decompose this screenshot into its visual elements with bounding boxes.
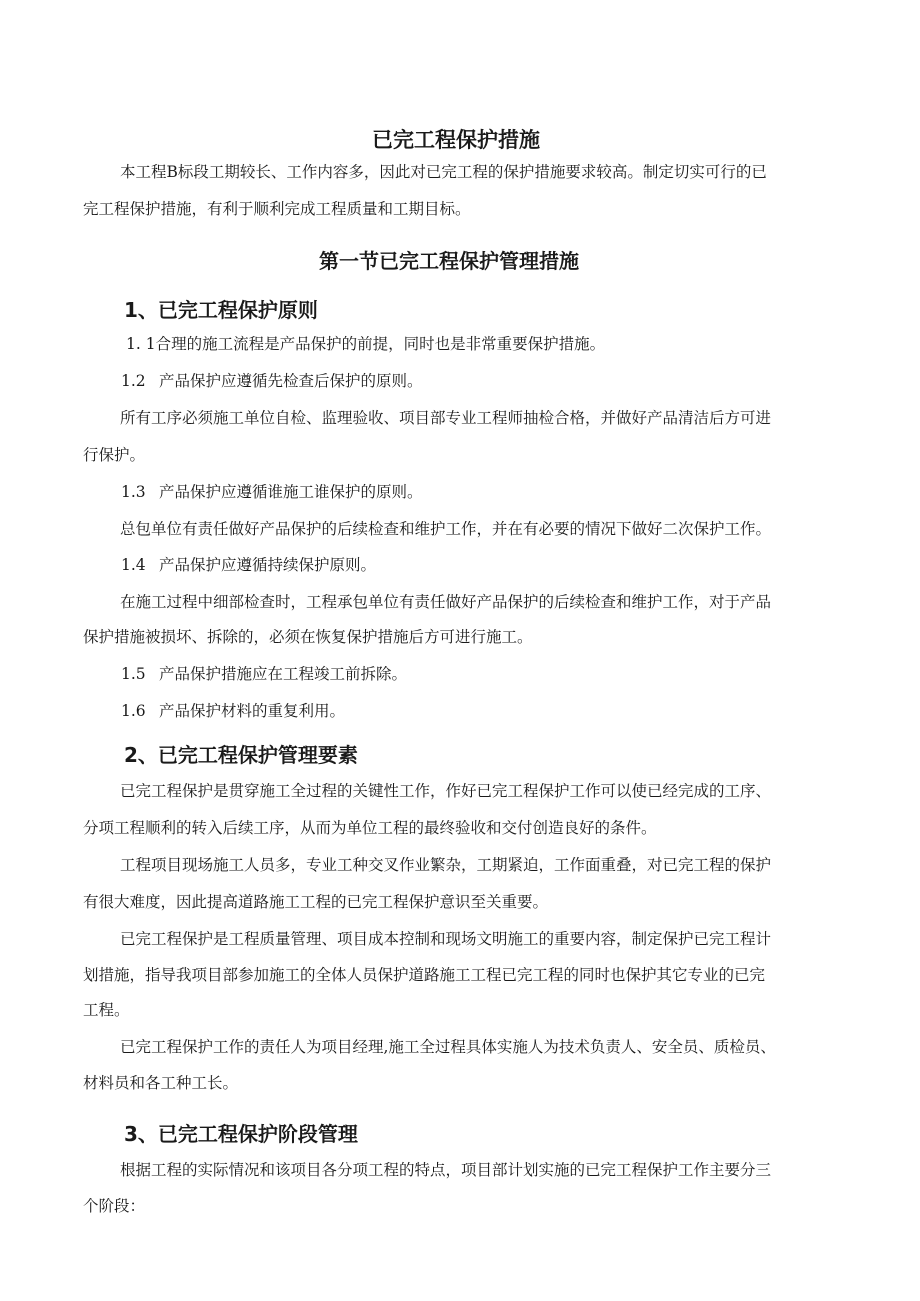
para-2d-line-1: 已完工程保护工作的责任人为项目经理,施工全过程具体实施人为技术负责人、安全员、质检员、 [120,1038,776,1056]
para-2c-line-1: 已完工程保护是工程质量管理、项目成本控制和现场文明施工的重要内容，制定保护已完工程计 [120,930,772,948]
heading-1: 1、已完工程保护原则 [124,298,318,322]
para-3-line-1: 根据工程的实际情况和该项目各分项工程的特点，项目部计划实施的已完工程保护工作主要分三 [120,1161,772,1179]
para-1-3: 总包单位有责任做好产品保护的后续检查和维护工作，并在有必要的情况下做好二次保护工作。 [120,520,772,538]
document-title: 已完工程保护措施 [372,128,540,152]
heading-3: 3、已完工程保护阶段管理 [124,1122,358,1146]
section-title: 第一节已完工程保护管理措施 [319,249,579,273]
item-1-3 [121,482,423,502]
para-2d-line-2: 材料员和各工种工长。 [83,1074,239,1092]
para-3-line-2: 个阶段： [83,1197,146,1215]
item-text: 产品保护措施应在工程竣工前拆除。 [159,665,408,683]
para-2c-line-3: 工程。 [83,1001,130,1019]
item-number: 1.5 [121,665,146,683]
para-1-2-line-2: 行保护。 [83,446,146,464]
item-text: 产品保护应遵循谁施工谁保护的原则。 [159,483,423,501]
para-1-4-line-2: 保护措施被损坏、拆除的，必须在恢复保护措施后方可进行施工。 [83,628,533,646]
item-1-2 [121,371,423,391]
item-number: 1.6 [121,702,146,720]
intro-line-2: 完工程保护措施，有利于顺利完成工程质量和工期目标。 [83,200,471,218]
para-2b-line-1: 工程项目现场施工人员多，专业工种交叉作业繁杂，工期紧迫，工作面重叠，对已完工程的保护 [120,856,772,874]
item-number: 1.2 [121,372,146,390]
para-2a-line-2: 分项工程顺利的转入后续工序，从而为单位工程的最终验收和交付创造良好的条件。 [83,819,657,837]
item-text: 产品保护材料的重复利用。 [159,702,346,720]
item-number: 1.4 [121,556,146,574]
item-text: 产品保护应遵循持续保护原则。 [159,556,377,574]
item-1-1: 1. 1合理的施工流程是产品保护的前提，同时也是非常重要保护措施。 [126,335,606,353]
item-text: 产品保护应遵循先检查后保护的原则。 [159,372,423,390]
para-2a-line-1: 已完工程保护是贯穿施工全过程的关键性工作，作好已完工程保护工作可以使已经完成的工序、 [120,782,772,800]
item-1-4 [121,555,376,575]
heading-2: 2、已完工程保护管理要素 [124,743,358,767]
para-2b-line-2: 有很大难度，因此提高道路施工工程的已完工程保护意识至关重要。 [83,893,549,911]
para-1-4-line-1: 在施工过程中细部检查时，工程承包单位有责任做好产品保护的后续检查和维护工作，对于产品 [120,593,772,611]
item-1-6 [121,701,345,721]
item-number: 1.3 [121,483,146,501]
item-1-5 [121,664,407,684]
intro-line-1: 本工程B标段工期较长、工作内容多，因此对已完工程的保护措施要求较高。制定切实可行的已 [120,163,767,181]
para-2c-line-2: 划措施，指导我项目部参加施工的全体人员保护道路施工工程已完工程的同时也保护其它专业的已完 [83,966,766,984]
para-1-2-line-1: 所有工序必须施工单位自检、监理验收、项目部专业工程师抽检合格，并做好产品清洁后方可进 [120,409,772,427]
